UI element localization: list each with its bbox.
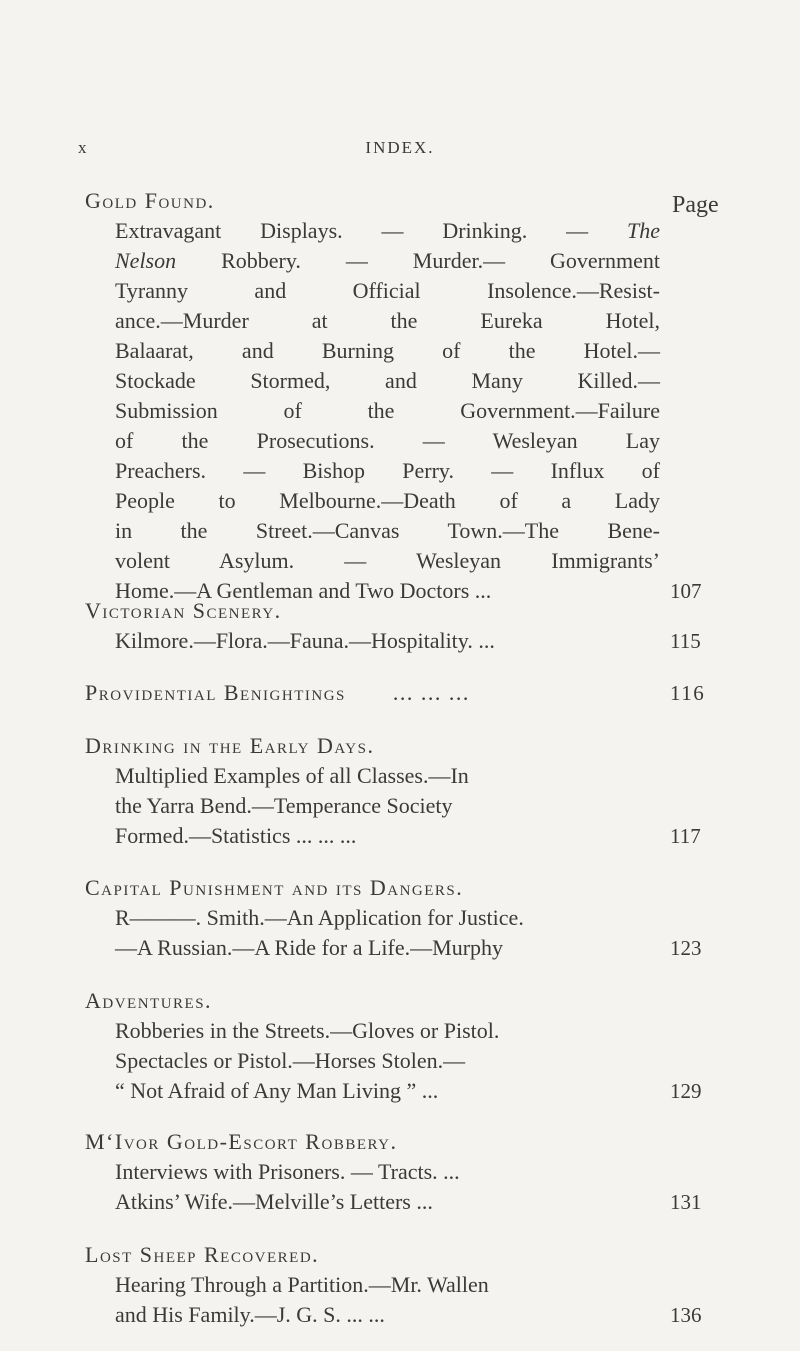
entry-line: Spectacles or Pistol.—Horses Stolen.— [115, 1048, 466, 1073]
entry-heading: M‘Ivor Gold-Escort Robbery. [85, 1129, 398, 1154]
index-entry-providential-benightings [85, 678, 705, 708]
entry-heading: Victorian Scenery. [85, 598, 282, 623]
entry-line: of the Prosecutions. — Wesleyan Lay [115, 428, 660, 453]
entry-line: Atkins’ Wife.—Melville’s Letters ... 131 [85, 1187, 675, 1217]
entry-line: Stockade Stormed, and Many Killed.— [115, 368, 660, 393]
entry-line: Interviews with Prisoners. — Tracts. ... [115, 1159, 460, 1184]
entry-line: Hearing Through a Partition.—Mr. Wallen [115, 1272, 489, 1297]
entry-line: Multiplied Examples of all Classes.—In [115, 763, 469, 788]
page-column-label: Page [672, 192, 719, 218]
index-entry-lost-sheep [85, 1240, 705, 1330]
entry-line: volent Asylum. — Wesleyan Immigrants’ [115, 548, 660, 573]
entry-line: Formed.—Statistics ... ... ... 117 [85, 821, 675, 851]
leader-dots: ... ... ... [392, 680, 470, 705]
page-number: x [78, 138, 88, 157]
entry-line: People to Melbourne.—Death of a Lady [115, 488, 660, 513]
entry-heading: Providential Benightings ... ... ... 116 [85, 678, 705, 708]
entry-line: Nelson Robbery. — Murder.— Government [115, 248, 660, 273]
entry-line: and His Family.—J. G. S. ... ... 136 [85, 1300, 675, 1330]
entry-line: the Yarra Bend.—Temperance Society [115, 793, 453, 818]
entry-heading: Lost Sheep Recovered. [85, 1242, 320, 1267]
entry-line: Balaarat, and Burning of the Hotel.— [115, 338, 660, 363]
entry-line: Kilmore.—Flora.—Fauna.—Hospitality. ... 115 [85, 626, 675, 656]
entry-line: in the Street.—Canvas Town.—The Bene- [115, 518, 660, 543]
entry-heading: Drinking in the Early Days. [85, 733, 375, 758]
entry-heading: Gold Found. [85, 188, 215, 213]
entry-page-number: 136 [670, 1303, 702, 1327]
entry-page-number: 117 [670, 824, 701, 848]
index-entry-capital-punishment [85, 873, 705, 963]
index-entry-gold-found [85, 186, 705, 606]
entry-line: Home.—A Gentleman and Two Doctors ... 107 [85, 576, 675, 606]
index-entry-adventures [85, 986, 705, 1106]
index-entry-mivor-robbery [85, 1127, 705, 1217]
page-header [0, 138, 800, 164]
entry-heading: Capital Punishment and its Dangers. [85, 875, 464, 900]
entry-page-number: 123 [670, 936, 702, 960]
index-entry-victorian-scenery [85, 596, 705, 656]
entry-line: R———. Smith.—An Application for Justice. [115, 905, 524, 930]
entry-line: ance.—Murder at the Eureka Hotel, [115, 308, 660, 333]
entry-page-number: 115 [670, 629, 701, 653]
running-head: INDEX. [365, 138, 435, 157]
entry-heading: Adventures. [85, 988, 213, 1013]
entry-line: Robberies in the Streets.—Gloves or Pistol. [115, 1018, 500, 1043]
entry-page-number: 107 [670, 579, 702, 603]
entry-line: Extravagant Displays. — Drinking. — The [115, 218, 660, 243]
entry-line: Preachers. — Bishop Perry. — Influx of [115, 458, 660, 483]
entry-line: “ Not Afraid of Any Man Living ” ... 129 [85, 1076, 675, 1106]
entry-page-number: 131 [670, 1190, 702, 1214]
entry-page-number: 116 [670, 681, 706, 705]
entry-line: Submission of the Government.—Failure [115, 398, 660, 423]
entry-line: Tyranny and Official Insolence.—Resist- [115, 278, 660, 303]
entry-page-number: 129 [670, 1079, 702, 1103]
entry-line: —A Russian.—A Ride for a Life.—Murphy 123 [85, 933, 675, 963]
index-entry-drinking-early-days [85, 731, 705, 851]
